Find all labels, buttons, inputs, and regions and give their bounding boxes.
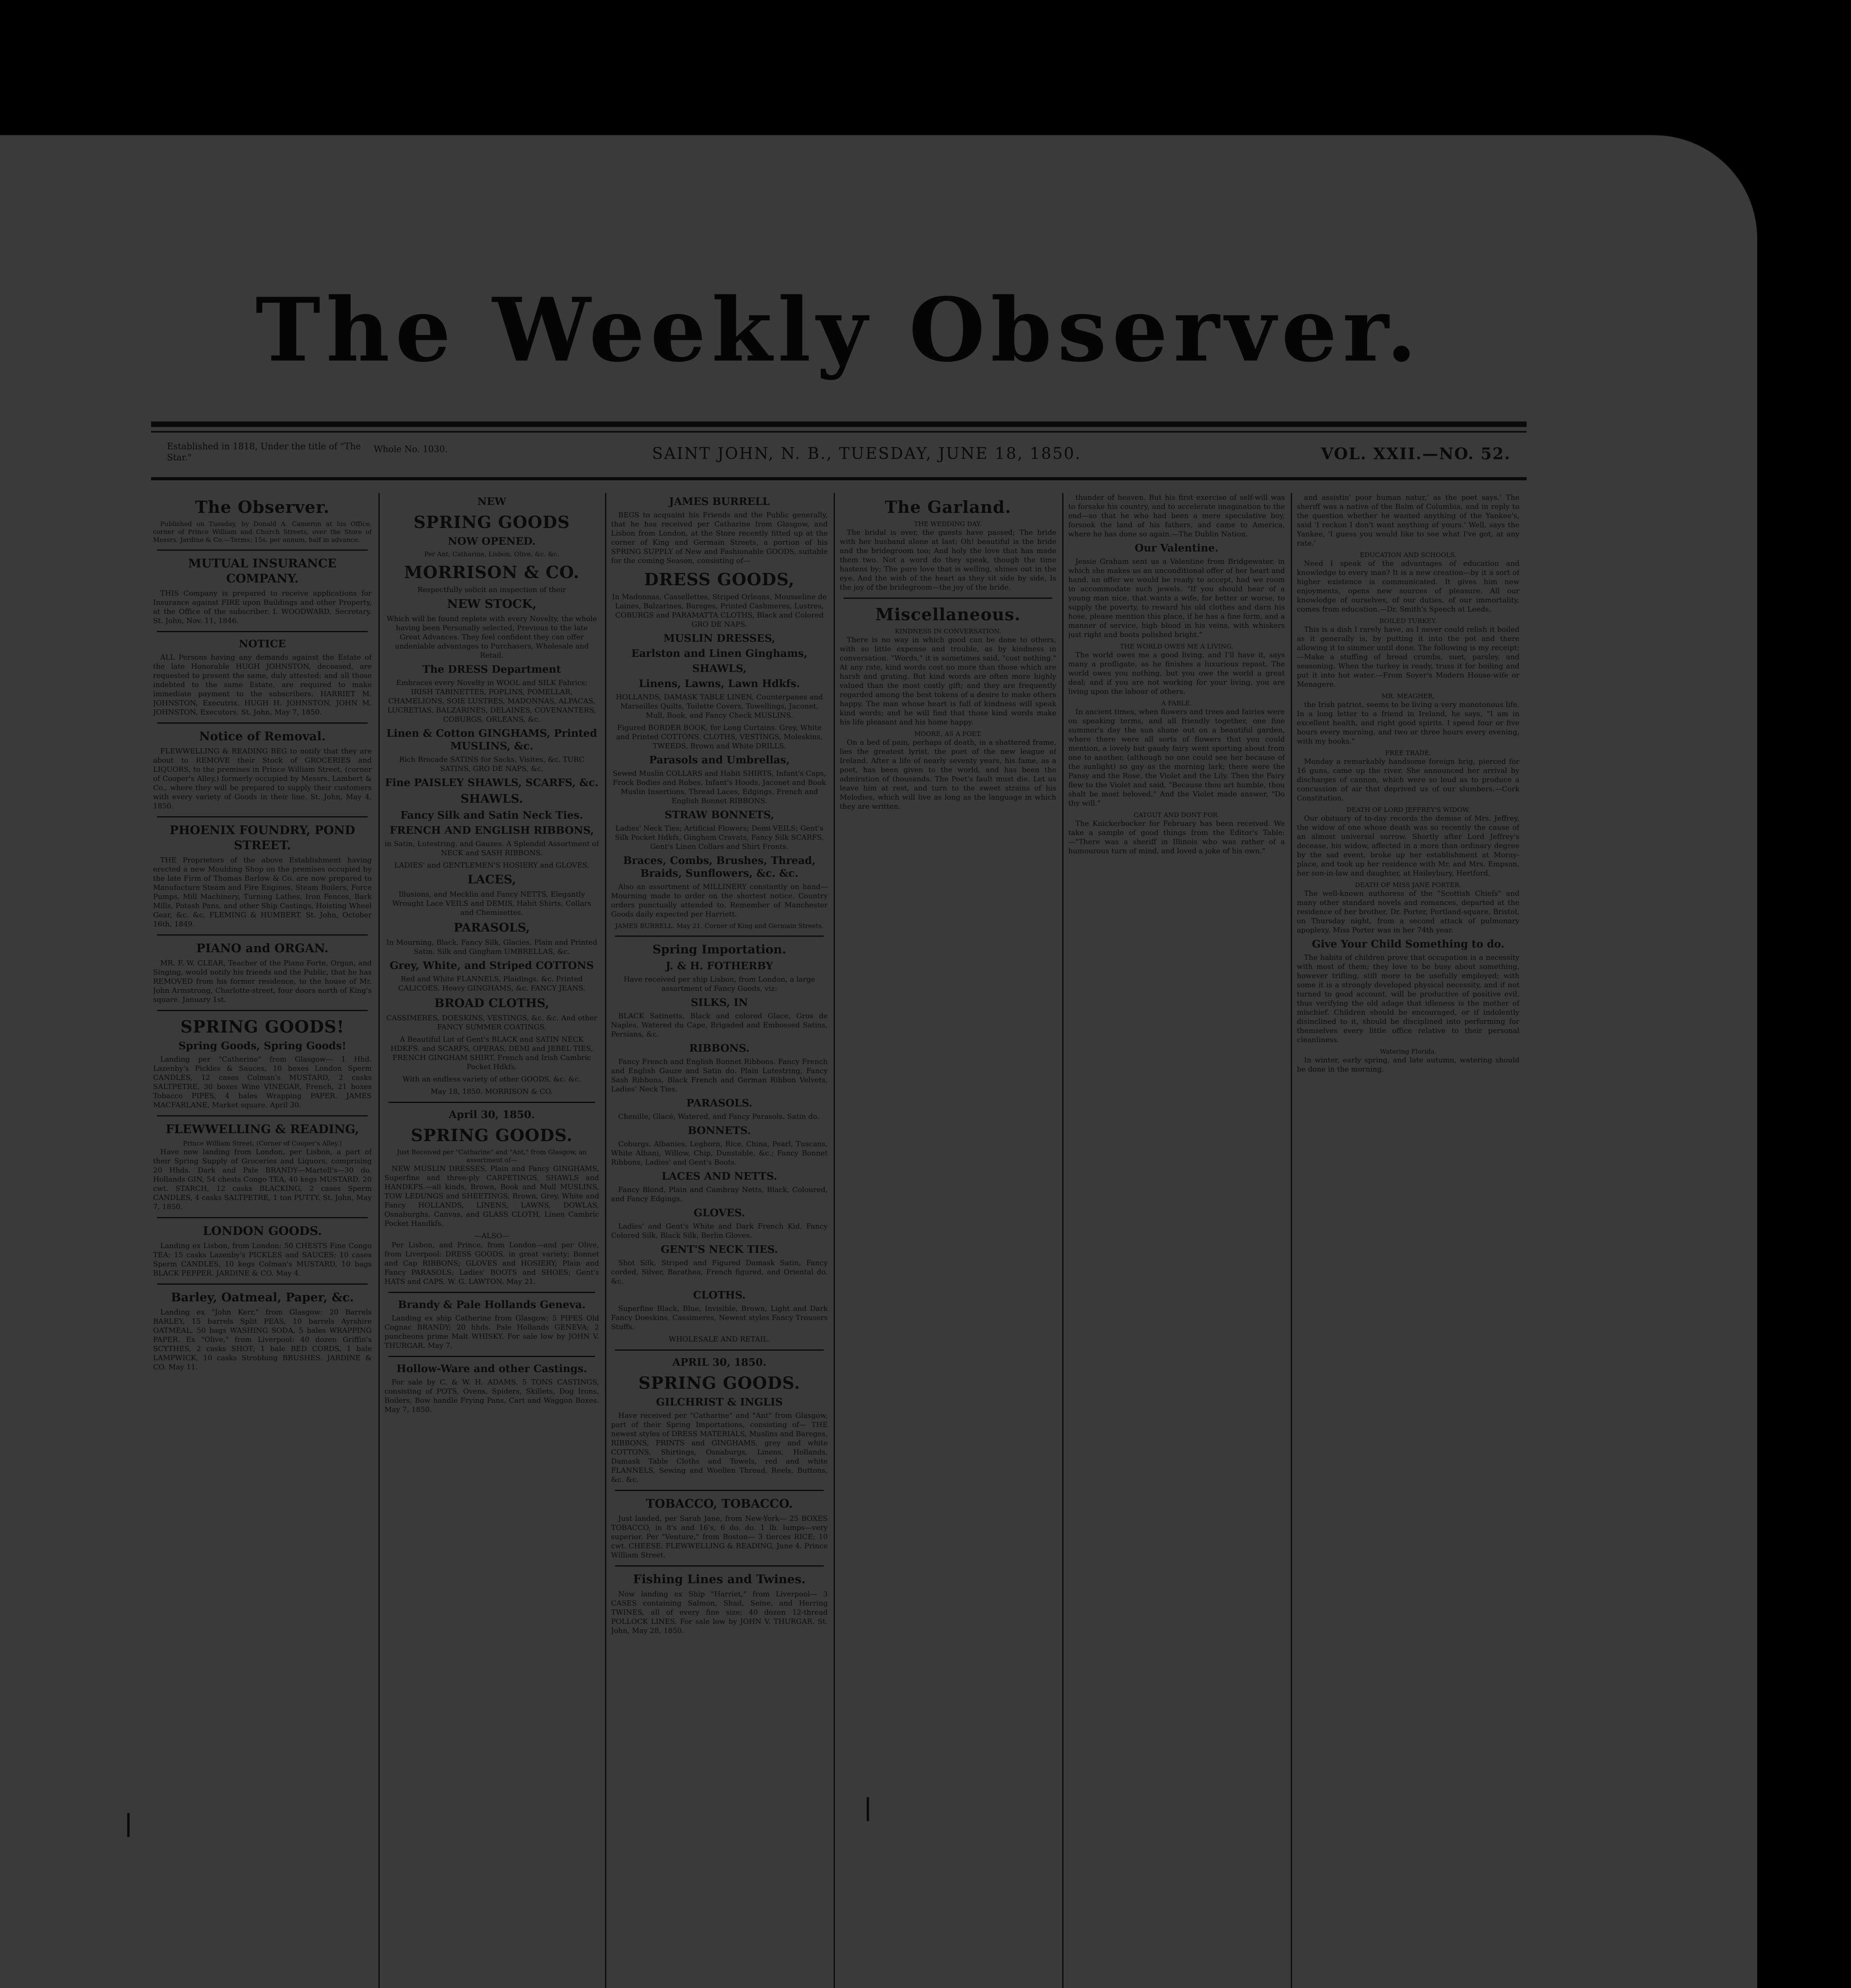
endless-variety: With an endless variety of other GOODS, &c. &c.	[402, 1075, 581, 1083]
linens-text: HOLLANDS, DAMASK TABLE LINEN, Counterpanes and Marseilles Quilts, Toilette Covers, Towellings, Jaconet, Mull, Book, and Fancy Check MUSLINS.	[616, 693, 823, 720]
spring-goods-2-heading: SPRING GOODS.	[411, 1126, 573, 1145]
column-2	[384, 493, 599, 1988]
catgut-text: The Knickerbocker for February has been received. We take a sample of good things from the Editor's Table:—"There was a sheriff in Illinois who was rather of a humourous turn of mind, and loved a joke of his own."	[1068, 819, 1285, 855]
column-6	[1297, 493, 1519, 1988]
braces-heading: Braces, Combs, Brushes, Thread, Braids, Sunflowers, &c. &c.	[623, 855, 816, 879]
spring-goods-heading: SPRING GOODS	[413, 513, 570, 532]
flewwelling-sub: Prince William Street, (Corner of Cooper's Alley.)	[183, 1140, 342, 1147]
divider	[388, 1356, 595, 1357]
observer-heading: The Observer.	[195, 497, 330, 517]
porter-heading: DEATH OF MISS JANE PORTER.	[1355, 881, 1461, 889]
fable-text: In ancient times, when flowers and trees and fairies were on speaking terms, and all friendly together, one fine summer's day the sun shone out on a beautiful garden, where there were all sorts of flowers that you could mention, a lovely but gaudy fairy went sporting about from one to another, (although no one could see her because of the sunlight) so gay as the morning lark; there were the Pansy and the Rose, the Violet and the Lily. Then the Fairy flew to the Violet and said, "Because thou art humble, thou shalt be most beloved." And the Violet made answer, "Do thy will."	[1068, 708, 1285, 808]
divider	[157, 722, 368, 724]
free-trade-text: Monday a remarkably handsome foreign brig, pierced for 16 guns, came up the river. She announced her arrival by discharges of cannon, which were so loud as to produce a concussion of air that deprived us of our slumbers.—Cork Constitution.	[1297, 757, 1519, 802]
divider	[157, 816, 368, 817]
spring-goods-heading: SPRING GOODS.	[638, 1373, 801, 1393]
miscellaneous-heading: Miscellaneous.	[875, 605, 1021, 624]
publication-note: Published on Tuesday, by Donald A. Cameron at his Office, corner of Prince William and Church Streets, over the Store of Messrs. Jardine & Co.—Terms: 15s. per annum, half in advance.	[153, 520, 372, 544]
spring-goods-text: Landing per "Catherine" from Glasgow— 1 Hhd. Lazenby's Pickles & Sauces, 10 boxes London Sperm CANDLES, 12 cases Colman's MUSTARD, 2 casks SALTPETRE, 30 boxes Wine VINEGAR, French, 21 boxes Tobacco PIPES, 4 bales Wrapping PAPER. JAMES MACFARLANE, Market square. April 30.	[153, 1055, 372, 1109]
gilchrist-heading: GILCHRIST & INGLIS	[656, 1396, 783, 1408]
broad-cloths-text: CASSIMERES, DOESKINS, VESTINGS, &c. &c. And other FANCY SUMMER COATINGS.	[386, 1014, 598, 1031]
silk-ties-heading: Fancy Silk and Satin Neck Ties.	[400, 810, 583, 821]
kindness-text: There is no way in which good can be done to others, with so little expense and trouble, as by kindness in conversation. "Words," it is sometimes said, "cost nothing." At any rate, kind words cost no more than those which are harsh and grating. But kind words are often more highly valued than the most costly gift; and they are frequently regarded among the best tokens of a desire to make others happy. The man whose heart is full of kindness will speak kind words; and he will find that those kind words make his life pleasant and his home happy.	[840, 636, 1056, 726]
laces-heading: LACES,	[467, 873, 516, 887]
respect-line: Respectfully solicit an inspection of their	[417, 586, 567, 594]
dress-department-heading: The DRESS Department	[422, 664, 561, 676]
removal-text: FLEWWELLING & READING BEG to notify that they are about to REMOVE their Stock of GROCERIES and LIQUORS, to the premises in Prince William Street, (corner of Cooper's Alley,) formerly occupied by Messrs. Lambert & Co., where they will be prepared to supply their customers with every variety of Goods in their line. St. John, May 4, 1850.	[153, 747, 372, 810]
masthead-rule-inner	[151, 431, 1527, 433]
notice-text: ALL Persons having any demands against the Estate of the late Honorable HUGH JOHNSTON, deceased, are requested to present the same, duly attested; and all those indebted to the same Estate, are required to make immediate payment to the subscribers. HARRIET M. JOHNSTON, Executrix. HUGH H. JOHNSTON, JOHN M. JOHNSTON, Executors. St. John, May 7, 1850.	[153, 653, 372, 716]
bonnets-heading: BONNETS.	[688, 1125, 751, 1137]
divider	[157, 549, 368, 551]
parasols-text: In Mourning, Black, Fancy Silk, Glacies, Plain and Printed Satin. Silk and Gingham UMBRELLAS, &c.	[386, 938, 598, 956]
divider	[157, 1283, 368, 1285]
spring-goods-heading: SPRING GOODS!	[180, 1017, 345, 1037]
gilchrist-text: Have received per "Catharine" and "Ant" from Glasgow, part of their Spring Importations, consisting of— THE newest styles of DRESS MATERIALS, Muslins and Bareges, RIBBONS, PRINTS and GINGHAMS, grey and white COTTONS, Shirtings, Osnaburgs, Linens, Hollands, Damask Table Cloths and Towels, red and white FLANNELS, Sewing and Woollen Thread, Reels, Buttons, &c. &c.	[611, 1411, 828, 1484]
hollow-ware-text: For sale by C. & W. H. ADAMS. 5 TONS CASTINGS, consisting of POTS, Ovens, Spiders, Skillets, Dog Irons, Boilers, Bow handle Frying Pans, Cart and Waggon Boxes. May 7, 1850.	[384, 1378, 599, 1414]
meagher-text: the Irish patriot, seems to be living a very monotonous life. In a long letter to a friend in Ireland, he says, "I am in excellent health, and right good spirits. I spend four or five hours every morning, and two or three hours every evening, with my books."	[1297, 701, 1519, 746]
porter-text: The well-known authoress of the "Scottish Chiefs" and many other standard novels and romances, departed at the residence of her brother, Dr. Porter, Portland-square, Bristol, on Thursday night, from a second attack of pulmonary apoplexy. Miss Porter was in her 74th year.	[1297, 889, 1519, 934]
divider	[157, 934, 368, 936]
divider	[844, 598, 1052, 599]
flewwelling-text: Have now landing from London, per Lisbon, a part of their Spring Supply of Groceries and Liquors, comprising 20 Hhds. Dark and Pale BRANDY—Martell's—30 do. Hollands GIN, 54 chests Congo TEA, 40 kegs MUSTARD, 20 cwt. STARCH, 12 casks BLACKING, 2 cases Sperm CANDLES, 4 casks SALTPETRE, 1 ton PUTTY. St. John, May 7, 1850.	[153, 1148, 372, 1211]
moore-text: On a bed of pain, perhaps of death, in a shattered frame, lies the greatest lyrist, the poet of the new league of Ireland. After a life of nearly seventy years, his fame, as a poet, has been given to the world, and has been the admiration of thousands. The Poet's fault must die. Let us leave him at rest, and turn to the sweet strains of his Melodies, which will live as long as the language in which they are written.	[840, 738, 1056, 811]
spring-goods-2-text: NEW MUSLIN DRESSES, Plain and Fancy GINGHAMS, Superfine and three-ply CARPETINGS, SHAWLS and HANDKFS.—all kinds, Brown, Book and Mull MUSLINS, TOW LEDUNGS and SHEETINGS, Brown, Grey, White and Fancy HOLLANDS, LINENS, LAWNS, DOWLAS, Osnaburghs, Canvas, and GLASS CLOTH, Linen Cambric Pocket Handkfs.	[384, 1165, 599, 1228]
straw-bonnets-text: Ladies' Neck Ties; Artificial Flowers; Demi VEILS; Gent's Silk Pocket Hdkfs, Gingham Cravats, Fancy Silk SCARFS, Gent's Linen Collars and Shirt Fronts.	[615, 824, 824, 851]
divider	[615, 1349, 824, 1351]
valentine-text: Jessie Graham sent us a Valentine from Bridgewater, in which she makes us an unconditional offer of her heart and hand, an offer we would be ready to accept, had we room to accommodate such jewels. "If you should hear of a young man nice, that wants a wife, for better or worse, to supply the poverty, to reward his old clothes and darn his hose, please mention this place, if he has a fine form, and a manner of service, high blood in his veins, with whiskers just right and boots polished bright."	[1068, 557, 1285, 639]
divider	[157, 1115, 368, 1116]
brandy-text: Landing ex ship Catherine from Glasgow; 5 PIPES Old Cognac BRANDY; 20 hhds. Pale Hollands GENEVA; 2 puncheons prime Malt WHISKY. For sale low by JOHN V. THURGAR. May 7.	[384, 1314, 599, 1350]
earlston-heading: Earlston and Linen Ginghams,	[631, 648, 807, 660]
divider	[157, 1217, 368, 1218]
garland-heading: The Garland.	[885, 497, 1011, 517]
tobacco-text: Just landed, per Sarah Jane, from New-York— 25 BOXES TOBACCO, in 8's and 16's, 6 do. do. 1 lb. lumps—very superior. Per "Venture," from Boston— 3 tierces RICE; 10 cwt. CHEESE. FLEWWELLING & READING, June 4. Prince William Street.	[611, 1514, 828, 1559]
also-text: Per Lisbon, and Prince, from London—and per Olive, from Liverpool: DRESS GOODS, in great variety; Bonnet and Cap RIBBONS; GLOVES and HOSIERY; Plain and Fancy PARASOLS; Ladies' BOOTS and SHOES; Gent's HATS and CAPS. W. G. LAWTON. May 21.	[384, 1241, 599, 1286]
brandy-heading: Brandy & Pale Hollands Geneva.	[398, 1299, 586, 1311]
watering-text: In winter, early spring, and late autumn, watering should be done in the morning.	[1297, 1056, 1519, 1074]
wholesale-line: WHOLESALE AND RETAIL.	[669, 1335, 770, 1343]
place-date: SAINT JOHN, N. B., TUESDAY, JUNE 18, 1850.	[652, 445, 1081, 463]
spring-goods-sub: Spring Goods, Spring Goods!	[178, 1040, 347, 1052]
parasols-text: Chenille, Glacé, Watered, and Fancy Parasols. Satin do.	[618, 1112, 819, 1121]
divider	[388, 1292, 595, 1293]
world-owes-text: The world owes me a good living, and I'll have it, says many a profligate, as he finishes a luxurious repast. The world owes you nothing, but you owe the world a great deal; and if you are not working for your living, you are living upon the labour of others.	[1068, 651, 1285, 696]
dress-goods-text: In Madonnas, Cassellettes, Striped Orleans, Mousseline de Laines, Balzarines, Bareges, Printed Cashmeres, Lustres, COBURGS and PARAMATTA CLOTHS, Black and Colored GRO DE NAPS.	[612, 593, 827, 629]
ribbons-heading: RIBBONS.	[689, 1043, 750, 1054]
ribbons-text: in Satin, Lutestring, and Gauzes. A Splendid Assortment of NECK and SASH RIBBONS.	[384, 840, 599, 857]
volume-number: VOL. XXII.—NO. 52.	[1321, 445, 1511, 463]
meagher-heading: MR. MEAGHER,	[1381, 692, 1435, 700]
flewwelling-heading: FLEWWELLING & READING,	[165, 1122, 359, 1136]
piano-text: MR. F. W. CLEAR, Teacher of the Piano Forte, Organ, and Singing, would notify his friends and the Public, that he has REMOVED from his former residence, to the house of Mr. John Armstrong, Charlotte-street, four doors north of King's square. January 1st.	[153, 959, 372, 1004]
hosiery-line: LADIES' and GENTLEMEN'S HOSIERY and GLOVES.	[394, 861, 590, 870]
straw-bonnets-heading: STRAW BONNETS,	[664, 809, 774, 821]
parasols-heading: PARASOLS.	[686, 1097, 753, 1109]
barley-heading: Barley, Oatmeal, Paper, &c.	[171, 1291, 354, 1305]
shawls-label: SHAWLS,	[692, 663, 747, 675]
divider	[615, 1490, 824, 1491]
burrell-signature: JAMES BURRELL. May 21. Corner of King and Germain Streets.	[615, 922, 824, 930]
turkey-text: This is a dish I rarely have, as I never could relish it boiled as it generally is, by putting it into the pot and there allowing it to simmer until done. The following is my receipt:—Make a stuffing of bread crumbs, suet, parsley, and seasoning. When the turkey is ready, truss it for boiling and put it into hot water.—From Soyer's Modern House-wife or Menagere.	[1297, 625, 1519, 689]
child-heading: Give Your Child Something to do.	[1312, 938, 1505, 950]
kindness-heading: KINDNESS IN CONVERSATION.	[894, 627, 1001, 635]
dateline	[151, 441, 1527, 473]
tobacco-heading: TOBACCO, TOBACCO.	[646, 1497, 793, 1511]
new-stock-text: Which will be found replete with every Novelty, the whole having been Personally selected, Previous to the late Great Advances. They feel confident they can offer undeniable advantages to Purchasers, Wholesale and Retail.	[386, 615, 597, 660]
column-5	[1068, 493, 1285, 1988]
notice-heading: NOTICE	[239, 638, 286, 650]
divider	[157, 631, 368, 632]
masthead-rule-top	[151, 421, 1527, 427]
cloths-text: Superfine Black, Blue, Invisible, Brown, Light and Dark Fancy Doeskins, Cassimeres, Newest styles Fancy Trousers Stuffs.	[611, 1305, 828, 1331]
divider	[157, 1010, 368, 1011]
margin-mark	[867, 1797, 869, 1821]
parasols-umbrellas-heading: Parasols and Umbrellas,	[649, 754, 790, 766]
linens-heading: Linens, Lawns, Lawn Hdkfs.	[638, 678, 800, 690]
column-5-intro: thunder of heaven. But his first exercise of self-will was to forsake his country, and to accelerate imagination to the end—so that he who had been a mere speculative boy, forsook the land of his fathers, and came to America, where he has done so again.—The Dublin Nation.	[1068, 493, 1285, 538]
braces-text: Also an assortment of MILLINERY constantly on hand—Mourning made to order on the shortest notice. Country orders punctually attended to. Remember of Manchester Goods daily expected per Harriett.	[611, 883, 828, 918]
ribbons-heading: FRENCH AND ENGLISH RIBBONS,	[390, 825, 594, 837]
fishing-lines-heading: Fishing Lines and Twines.	[633, 1573, 806, 1586]
neck-ties-text: Shot Silk, Striped and Figured Damask Satin, Fancy corded, Silver, Barathea, French figured, and Oriental do. &c.	[611, 1259, 828, 1285]
insurance-heading: MUTUAL INSURANCE COMPANY.	[188, 557, 337, 586]
world-owes-heading: THE WORLD OWES ME A LIVING.	[1120, 643, 1233, 650]
foundry-heading: PHOENIX FOUNDRY, POND STREET.	[169, 823, 355, 852]
fotherby-heading: J. & H. FOTHERBY	[666, 960, 773, 972]
removal-heading: Notice of Removal.	[199, 730, 326, 744]
parasols-umbrellas-text: Sewed Muslin COLLARS and Habit SHIRTS, Infant's Caps, Frock Bodies and Robes, Infant's Hoods, Jaconet and Book Muslin Insertions, Thread Laces, Edgings, French and English Bonnet RIBBONS.	[613, 769, 826, 805]
shawls-heading: SHAWLS.	[460, 792, 523, 806]
column-rule	[834, 493, 835, 1988]
gloves-text: Ladies' and Gent's White and Dark French Kid, Fancy Colored Silk, Black Silk, Berlin Gloves.	[611, 1222, 828, 1240]
burrell-text: BEGS to acquaint his Friends and the Public generally, that he has received per Catharine from Glasgow, and Lisbon from London, at the Store recently fitted up at the corner of King and Germain Streets, a portion of his SPRING SUPPLY of New and Fashionable GOODS, suitable for the coming Season, consisting of—	[611, 511, 828, 565]
divider	[388, 1102, 595, 1103]
dress-department-text: Embraces every Novelty in WOOL and SILK Fabrics; IRISH TABINETTES, POPLINS, POMELLAR, CHAMELIONS, SOIE LUSTRES, MADONNAS, ALPACAS, LUCRETIAS, BALZARINES, DELAINES, COVENANTERS, COBURGS, ORLEANS, &c.	[387, 679, 596, 724]
margin-mark	[127, 1813, 130, 1837]
new-stock-heading: NEW STOCK,	[447, 597, 537, 611]
education-heading: EDUCATION AND SCHOOLS.	[1360, 551, 1457, 559]
cottons-heading: Grey, White, and Striped COTTONS	[390, 960, 594, 972]
valentine-heading: Our Valentine.	[1135, 542, 1218, 554]
paisley-heading: Fine PAISLEY SHAWLS, SCARFS, &c.	[385, 777, 599, 789]
column-rule	[1062, 493, 1063, 1988]
piano-heading: PIANO and ORGAN.	[196, 942, 329, 955]
whole-number: Whole No. 1030.	[374, 445, 448, 454]
poem-text: The bridal is over, the guests have passed; The bride with her husband alone at last; Oh! beautiful is the bride and the bridegroom too; And holy the love that has made them two. Not a word do they speak, though the time hastens by; The pure love that is welling, shines out in the eye. And the wish of the heart as they sit side by side, Is the joy of the bridegroom—the joy of the bride.	[840, 528, 1056, 592]
fishing-lines-text: Now landing ex Ship "Harriet," from Liverpool— 3 CASES containing Salmon, Shad, Seine, and Herring TWINES, all of every fine size; 40 dozen 12-thread POLLOCK LINES. For sale low by JOHN V. THURGAR. St. John, May 28, 1850.	[611, 1590, 828, 1635]
muslin-dresses-heading: MUSLIN DRESSES,	[663, 633, 776, 645]
ribbons-text: Fancy French and English Bonnet Ribbons. Fancy French and English Gauze and Satin do. Plain Lutestring, Fancy Sash Ribbons, Black French and German Ribbon Velvets, Ladies' Neck Ties.	[611, 1058, 828, 1093]
gloves-heading: GLOVES.	[693, 1207, 745, 1219]
april-date: April 30, 1850.	[448, 1109, 535, 1121]
jeffrey-heading: DEATH OF LORD JEFFREY'S WIDOW.	[1346, 806, 1470, 813]
burrell-heading: JAMES BURRELL	[669, 496, 770, 508]
divider	[615, 936, 824, 937]
established-note: Established in 1818, Under the title of "The Star."	[167, 442, 361, 463]
watering-heading: Watering Florida.	[1380, 1048, 1437, 1055]
bonnets-text: Coburgs, Albanies, Leghorn, Rice, China, Pearl, Tuscans, White Albani, Willow, Chip, Dunstable, &c.; Fancy Bonnet Ribbons, Ladies' and Gent's Boots.	[611, 1140, 828, 1167]
london-goods-text: Landing ex Lisbon, from London: 50 CHESTS Fine Congo TEA; 15 casks Lazenby's PICKLES and SAUCES; 10 cases Sperm CANDLES, 10 kegs Colman's MUSTARD, 10 bags BLACK PEPPER. JARDINE & CO. May 4.	[153, 1242, 372, 1277]
top-black-border	[0, 0, 1851, 135]
laces-netts-text: Fancy Blond, Plain and Cambray Netts, Black, Coloured, and Fancy Edgings.	[611, 1186, 828, 1203]
morrison-signature: May 18, 1850. MORRISON & CO.	[431, 1087, 553, 1096]
linen-text: Rich Brocade SATINS for Sacks, Visites, &c. TURC SATINS, GRO DE NAPS, &c.	[399, 755, 584, 773]
ships-line: Per Ant, Catharine, Lisbon, Olive, &c. &c.	[424, 550, 559, 558]
spring-goods-2-sub: Just Received per "Catharine" and "Ant," from Glasgow, an assortment of—	[397, 1148, 587, 1164]
hollow-ware-heading: Hollow-Ware and other Castings.	[396, 1363, 587, 1375]
laces-text: Illusions, and Mecklin and Fancy NETTS, Elegantly Wrought Lace VEILS and DEMIS, Habit Shirts, Collars and Chemisettes.	[392, 890, 592, 917]
education-text: Need I speak of the advantages of education and knowledge to every man? It is a new creation—by it a sort of higher existence is communicated. It gives him new enjoyments, opens new sources of pleasure. All our knowledge of ourselves, of our duties, of our immortality, comes from education.—Dr. Smith's Speech at Leeds.	[1297, 559, 1519, 613]
dress-goods-heading: DRESS GOODS,	[644, 570, 795, 589]
laces-netts-heading: LACES AND NETTS.	[662, 1171, 777, 1182]
column-rule	[378, 493, 380, 1988]
divider	[615, 1565, 824, 1567]
barley-text: Landing ex "John Kerr," from Glasgow: 20 Barrels BARLEY, 15 barrels Split PEAS, 10 barrels Ayrshire OATMEAL, 50 bags WASHING SODA, 5 bales WRAPPING PAPER. Ex "Olive," from Liverpool: 40 dozen Griffin's SCYTHES, 2 casks SHOT; 1 bale BED CORDS, 1 bale LAMPWICK, 10 casks Strobbing BRUSHES. JARDINE & CO. May 11.	[153, 1308, 372, 1371]
parasols-heading: PARASOLS,	[454, 921, 530, 935]
cloths-heading: CLOTHS.	[693, 1289, 746, 1301]
border-text: Figured BORDER BOOK, for Long Curtains. Grey, White and Printed COTTONS. CLOTHS, VESTINGS, Moleskins, TWEEDS, Brown and White DRILLS.	[616, 724, 823, 750]
also-label: —ALSO—	[474, 1232, 510, 1240]
broad-cloths-heading: BROAD CLOTHS,	[434, 996, 549, 1010]
column-6-intro: and assistin' poor human natur,' as the poet says.' The sheriff was a native of the Balm of Columbia, and in reply to the question whether he wanted anything of the Yankee's, said 'I reckon I don't want anything of yours.' Well, says the Yankee, 'I guess you would like to see what I've got, at any rate.'	[1297, 493, 1519, 547]
jeffrey-text: Our obituary of to-day records the demise of Mrs. Jeffrey, the widow of one whose death was so recently the cause of an almost universal sorrow. Shortly after Lord Jeffrey's decease, his widow, affected in a more than ordinary degree by the sad event, broke up her establishment at Moray-place, and took up her residence with Mr. and Mrs. Empson, her son-in-law and daughter, at Haileybury, Hertford.	[1297, 814, 1519, 878]
morrison-heading: MORRISON & CO.	[404, 563, 580, 582]
masthead-title: The Weekly Observer.	[255, 278, 1422, 381]
turkey-heading: BOILED TURKEY.	[1379, 617, 1437, 625]
linen-heading: Linen & Cotton GINGHAMS, Printed MUSLINS, &c.	[386, 728, 597, 752]
london-goods-heading: LONDON GOODS.	[203, 1224, 322, 1238]
insurance-text: THIS Company is prepared to receive applications for Insurance against FIRE upon Buildings and other Property, at the Office of the subscriber. I. WOODWARD, Secretary. St. John, Nov. 11, 1846.	[153, 589, 372, 625]
dateline-rule	[151, 477, 1527, 480]
fotherby-text: Have received per ship Lisbon, from London, a large assortment of Fancy Goods, viz:	[623, 975, 815, 993]
column-rule	[605, 493, 606, 1988]
fable-heading: A FABLE.	[1161, 699, 1192, 707]
catgut-heading: CATGUT AND DONT FOR.	[1133, 811, 1220, 819]
column-3	[611, 493, 828, 1988]
foundry-text: THE Proprietors of the above Establishment having erected a new Moulding Shop on the premises occupied by the late Firm of Thomas Barlow & Co. are now prepared to Manufacture Steam and Fire Engines, Steam Boilers, Force Pumps, Mill Machinery, Turning Lathes, Iron Fences, Bark Mills, Potash Pans, and other Ship Castings, Hoisting Wheel Gear, &c. &c. FLEMING & HUMBERT. St. John, October 16th, 1849.	[153, 856, 372, 928]
neck-text: A Beautiful Lot of Gent's BLACK and SATIN NECK HDKFS. and SCARFS, OPERAS, DEMI and JEBEL TIES, FRENCH GINGHAM SHIRT. French and Irish Cambric Pocket Hdkfs.	[390, 1035, 593, 1071]
column-rule	[1291, 493, 1292, 1988]
now-opened: NOW OPENED.	[448, 536, 536, 547]
neck-ties-heading: GENT'S NECK TIES.	[660, 1244, 778, 1256]
free-trade-heading: FREE TRADE.	[1385, 749, 1431, 757]
column-4	[840, 493, 1056, 1988]
april-date: APRIL 30, 1850.	[672, 1357, 766, 1369]
column-1	[153, 493, 372, 1988]
moore-heading: MOORE, AS A POET.	[914, 730, 982, 738]
silks-text: BLACK Satinetts, Black and colored Glace, Gros de Naples, Watered du Cape, Brigaded and Embossed Satins, Persians, &c.	[611, 1012, 828, 1039]
poem-title: THE WEDDING DAY.	[914, 520, 982, 528]
silks-heading: SILKS, IN	[691, 997, 748, 1009]
child-text: The habits of children prove that occupation is a necessity with most of them; they love to be busy about something, however trifling, still more to be usefully employed; with some it is a strongly developed physical necessity, and if not turned to good account, will be productive of positive evil, thus verifying the old adage that idleness is the mother of mischief. Children should be encouraged, or if indolently disinclined to it, should be disciplined into performing for themselves every little office relative to their personal cleanliness.	[1297, 953, 1519, 1044]
spring-importation-heading: Spring Importation.	[652, 943, 786, 957]
new-label: NEW	[477, 496, 506, 508]
cottons-text: Red and White FLANNELS, Plaidings, &c. Printed CALICOES, Heavy GINGHAMS, &c. FANCY JEANS.	[398, 975, 586, 992]
